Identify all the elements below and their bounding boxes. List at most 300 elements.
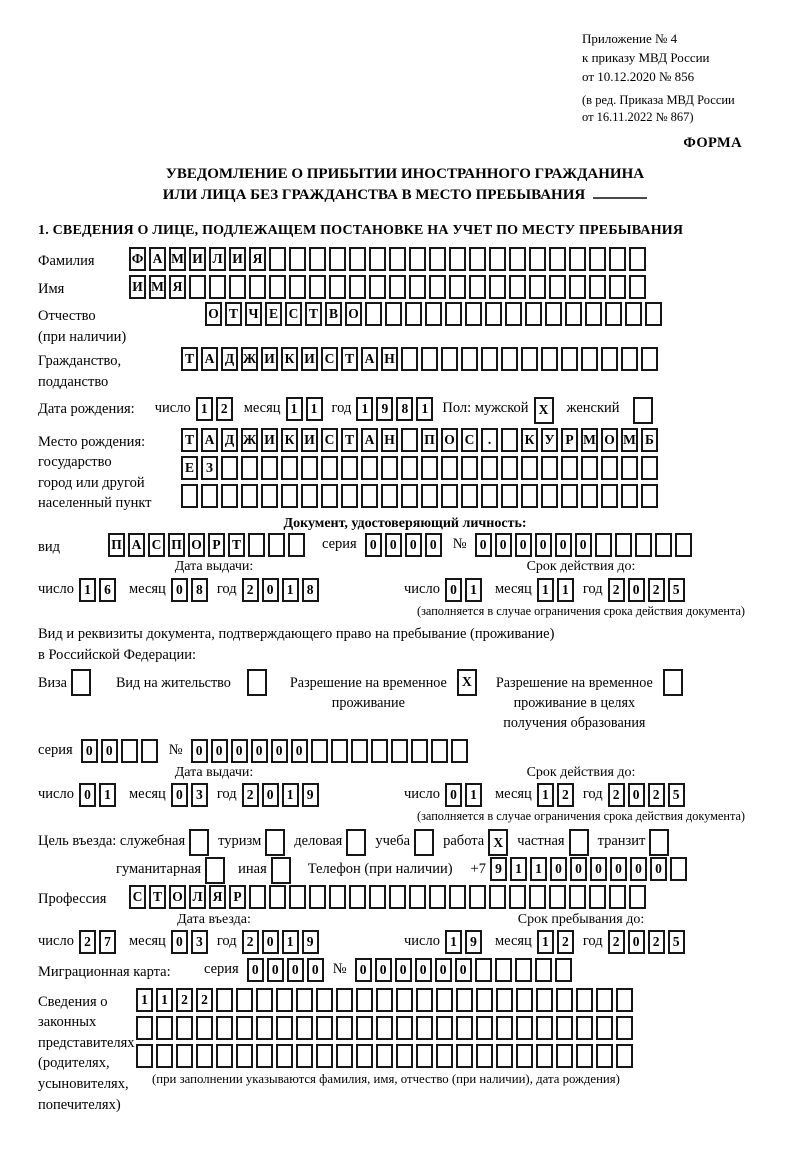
char-box[interactable] [336, 1016, 353, 1040]
char-box[interactable] [376, 1016, 393, 1040]
char-box[interactable] [361, 484, 378, 508]
char-box[interactable] [469, 247, 486, 271]
char-box[interactable] [176, 1044, 193, 1068]
char-box[interactable] [249, 885, 266, 909]
char-box[interactable] [576, 1044, 593, 1068]
char-box[interactable]: 2 [196, 988, 213, 1012]
char-box[interactable]: 0 [495, 533, 512, 557]
char-box[interactable]: 1 [156, 988, 173, 1012]
char-box[interactable] [288, 533, 305, 557]
char-box[interactable]: 2 [557, 930, 574, 954]
char-box[interactable] [201, 484, 218, 508]
char-box[interactable]: Ф [129, 247, 146, 271]
char-box[interactable]: А [149, 247, 166, 271]
char-box[interactable] [616, 1016, 633, 1040]
char-box[interactable] [449, 885, 466, 909]
char-box[interactable]: И [129, 275, 146, 299]
char-box[interactable] [289, 885, 306, 909]
char-box[interactable]: 2 [79, 930, 96, 954]
char-box[interactable] [569, 275, 586, 299]
char-box[interactable] [431, 739, 448, 763]
char-box[interactable]: П [421, 428, 438, 452]
char-box[interactable] [336, 988, 353, 1012]
char-box[interactable]: Т [341, 347, 358, 371]
purpose-tourism-checkbox[interactable] [265, 829, 285, 856]
char-box[interactable]: У [541, 428, 558, 452]
char-box[interactable] [481, 484, 498, 508]
char-box[interactable] [509, 275, 526, 299]
char-box[interactable]: 5 [668, 930, 685, 954]
female-checkbox[interactable] [633, 397, 653, 424]
char-box[interactable] [456, 1044, 473, 1068]
char-box[interactable]: О [601, 428, 618, 452]
char-box[interactable] [461, 347, 478, 371]
char-box[interactable]: Р [229, 885, 246, 909]
char-box[interactable]: 1 [416, 397, 433, 421]
char-box[interactable] [281, 484, 298, 508]
char-box[interactable] [541, 456, 558, 480]
char-box[interactable] [429, 247, 446, 271]
phone-digit-box[interactable]: 0 [610, 857, 627, 881]
char-box[interactable] [389, 247, 406, 271]
visa-checkbox[interactable] [71, 669, 91, 696]
char-box[interactable]: 1 [465, 783, 482, 807]
char-box[interactable]: 2 [242, 783, 259, 807]
char-box[interactable] [536, 1016, 553, 1040]
char-box[interactable] [248, 533, 265, 557]
char-box[interactable]: 1 [557, 578, 574, 602]
char-box[interactable] [569, 247, 586, 271]
char-box[interactable]: 1 [537, 783, 554, 807]
char-box[interactable]: И [301, 347, 318, 371]
char-box[interactable] [481, 456, 498, 480]
char-box[interactable] [609, 275, 626, 299]
char-box[interactable] [495, 958, 512, 982]
char-box[interactable]: 0 [307, 958, 324, 982]
char-box[interactable]: Ч [245, 302, 262, 326]
char-box[interactable] [496, 1044, 513, 1068]
char-box[interactable] [441, 456, 458, 480]
char-box[interactable]: 1 [196, 397, 213, 421]
char-box[interactable] [389, 885, 406, 909]
char-box[interactable] [236, 1016, 253, 1040]
char-box[interactable] [401, 347, 418, 371]
char-box[interactable] [596, 1044, 613, 1068]
char-box[interactable] [509, 885, 526, 909]
char-box[interactable]: Н [381, 428, 398, 452]
char-box[interactable]: О [205, 302, 222, 326]
char-box[interactable] [321, 456, 338, 480]
char-box[interactable] [576, 1016, 593, 1040]
phone-digit-box[interactable]: 9 [490, 857, 507, 881]
char-box[interactable] [501, 456, 518, 480]
char-box[interactable] [516, 1044, 533, 1068]
char-box[interactable] [581, 484, 598, 508]
char-box[interactable]: 5 [668, 578, 685, 602]
char-box[interactable]: 0 [287, 958, 304, 982]
char-box[interactable] [641, 456, 658, 480]
char-box[interactable]: Л [189, 885, 206, 909]
char-box[interactable] [329, 247, 346, 271]
char-box[interactable] [276, 1044, 293, 1068]
char-box[interactable] [276, 1016, 293, 1040]
char-box[interactable] [485, 302, 502, 326]
char-box[interactable] [421, 347, 438, 371]
char-box[interactable] [296, 1044, 313, 1068]
char-box[interactable] [268, 533, 285, 557]
char-box[interactable] [465, 302, 482, 326]
char-box[interactable]: 0 [171, 578, 188, 602]
char-box[interactable] [241, 456, 258, 480]
char-box[interactable]: 0 [445, 578, 462, 602]
char-box[interactable] [321, 484, 338, 508]
char-box[interactable]: Я [249, 247, 266, 271]
char-box[interactable] [629, 885, 646, 909]
char-box[interactable] [461, 456, 478, 480]
char-box[interactable] [261, 456, 278, 480]
char-box[interactable] [521, 456, 538, 480]
char-box[interactable] [281, 456, 298, 480]
char-box[interactable] [136, 1016, 153, 1040]
char-box[interactable]: 0 [101, 739, 118, 763]
char-box[interactable]: 1 [99, 783, 116, 807]
char-box[interactable] [376, 988, 393, 1012]
char-box[interactable]: Д [221, 347, 238, 371]
char-box[interactable] [309, 885, 326, 909]
char-box[interactable]: 1 [445, 930, 462, 954]
char-box[interactable]: 8 [191, 578, 208, 602]
char-box[interactable] [425, 302, 442, 326]
char-box[interactable] [156, 1016, 173, 1040]
char-box[interactable]: 2 [176, 988, 193, 1012]
char-box[interactable]: 2 [648, 930, 665, 954]
char-box[interactable] [476, 1044, 493, 1068]
char-box[interactable]: А [128, 533, 145, 557]
char-box[interactable] [501, 484, 518, 508]
char-box[interactable] [581, 347, 598, 371]
char-box[interactable]: Я [209, 885, 226, 909]
phone-digit-box[interactable]: 1 [530, 857, 547, 881]
char-box[interactable] [256, 988, 273, 1012]
char-box[interactable] [469, 275, 486, 299]
char-box[interactable]: 0 [81, 739, 98, 763]
char-box[interactable] [501, 428, 518, 452]
char-box[interactable] [461, 484, 478, 508]
char-box[interactable] [261, 484, 278, 508]
char-box[interactable]: 0 [515, 533, 532, 557]
char-box[interactable] [555, 958, 572, 982]
char-box[interactable]: 2 [648, 578, 665, 602]
char-box[interactable] [401, 484, 418, 508]
char-box[interactable] [229, 275, 246, 299]
char-box[interactable] [489, 275, 506, 299]
char-box[interactable] [521, 347, 538, 371]
char-box[interactable]: 0 [191, 739, 208, 763]
char-box[interactable]: 1 [465, 578, 482, 602]
char-box[interactable] [429, 275, 446, 299]
char-box[interactable] [421, 484, 438, 508]
char-box[interactable] [516, 988, 533, 1012]
char-box[interactable]: А [201, 347, 218, 371]
char-box[interactable] [381, 484, 398, 508]
char-box[interactable]: 1 [282, 930, 299, 954]
char-box[interactable] [341, 456, 358, 480]
char-box[interactable] [675, 533, 692, 557]
char-box[interactable] [351, 739, 368, 763]
char-box[interactable]: Р [208, 533, 225, 557]
char-box[interactable] [441, 347, 458, 371]
char-box[interactable] [589, 247, 606, 271]
char-box[interactable]: 1 [356, 397, 373, 421]
char-box[interactable] [341, 484, 358, 508]
char-box[interactable] [311, 739, 328, 763]
char-box[interactable] [269, 885, 286, 909]
char-box[interactable] [301, 484, 318, 508]
char-box[interactable] [556, 1044, 573, 1068]
char-box[interactable]: 2 [608, 578, 625, 602]
char-box[interactable] [601, 484, 618, 508]
char-box[interactable] [429, 885, 446, 909]
char-box[interactable]: Т [225, 302, 242, 326]
char-box[interactable]: 0 [79, 783, 96, 807]
char-box[interactable]: 0 [405, 533, 422, 557]
char-box[interactable] [509, 247, 526, 271]
char-box[interactable]: С [461, 428, 478, 452]
char-box[interactable]: С [129, 885, 146, 909]
char-box[interactable] [189, 275, 206, 299]
char-box[interactable]: 0 [395, 958, 412, 982]
char-box[interactable] [601, 347, 618, 371]
char-box[interactable] [309, 275, 326, 299]
char-box[interactable]: 1 [286, 397, 303, 421]
char-box[interactable] [329, 275, 346, 299]
char-box[interactable]: И [301, 428, 318, 452]
char-box[interactable]: Д [221, 428, 238, 452]
char-box[interactable] [561, 347, 578, 371]
char-box[interactable]: М [149, 275, 166, 299]
char-box[interactable] [529, 885, 546, 909]
char-box[interactable] [216, 1044, 233, 1068]
char-box[interactable]: Т [305, 302, 322, 326]
char-box[interactable]: 0 [251, 739, 268, 763]
char-box[interactable] [416, 1016, 433, 1040]
char-box[interactable] [629, 275, 646, 299]
char-box[interactable]: И [261, 428, 278, 452]
temp-residence-edu-checkbox[interactable] [663, 669, 683, 696]
char-box[interactable]: 0 [355, 958, 372, 982]
char-box[interactable]: О [345, 302, 362, 326]
purpose-official-checkbox[interactable] [189, 829, 209, 856]
char-box[interactable]: 0 [171, 930, 188, 954]
char-box[interactable]: 2 [608, 783, 625, 807]
char-box[interactable]: К [521, 428, 538, 452]
char-box[interactable]: М [581, 428, 598, 452]
purpose-business-checkbox[interactable] [346, 829, 366, 856]
char-box[interactable]: 0 [375, 958, 392, 982]
char-box[interactable] [629, 247, 646, 271]
char-box[interactable] [609, 885, 626, 909]
char-box[interactable]: Т [181, 347, 198, 371]
char-box[interactable] [505, 302, 522, 326]
char-box[interactable]: 1 [306, 397, 323, 421]
char-box[interactable] [356, 1016, 373, 1040]
char-box[interactable]: 9 [465, 930, 482, 954]
purpose-private-checkbox[interactable] [569, 829, 589, 856]
char-box[interactable] [289, 275, 306, 299]
char-box[interactable]: 0 [628, 578, 645, 602]
char-box[interactable] [371, 739, 388, 763]
char-box[interactable] [141, 739, 158, 763]
char-box[interactable]: П [168, 533, 185, 557]
char-box[interactable] [409, 885, 426, 909]
char-box[interactable] [635, 533, 652, 557]
char-box[interactable] [596, 988, 613, 1012]
char-box[interactable] [525, 302, 542, 326]
char-box[interactable]: 0 [435, 958, 452, 982]
char-box[interactable] [545, 302, 562, 326]
char-box[interactable]: И [189, 247, 206, 271]
char-box[interactable]: 0 [171, 783, 188, 807]
char-box[interactable]: 9 [376, 397, 393, 421]
char-box[interactable] [541, 347, 558, 371]
char-box[interactable]: 0 [425, 533, 442, 557]
char-box[interactable]: С [148, 533, 165, 557]
char-box[interactable] [216, 1016, 233, 1040]
char-box[interactable]: 1 [79, 578, 96, 602]
char-box[interactable]: 0 [415, 958, 432, 982]
char-box[interactable] [256, 1016, 273, 1040]
char-box[interactable] [409, 247, 426, 271]
char-box[interactable] [489, 247, 506, 271]
char-box[interactable] [589, 885, 606, 909]
char-box[interactable] [625, 302, 642, 326]
char-box[interactable] [176, 1016, 193, 1040]
char-box[interactable] [436, 988, 453, 1012]
char-box[interactable]: М [621, 428, 638, 452]
char-box[interactable]: В [325, 302, 342, 326]
char-box[interactable] [356, 988, 373, 1012]
char-box[interactable] [156, 1044, 173, 1068]
char-box[interactable]: О [188, 533, 205, 557]
temp-residence-checkbox[interactable]: X [457, 669, 477, 696]
char-box[interactable] [396, 1044, 413, 1068]
char-box[interactable]: 0 [535, 533, 552, 557]
char-box[interactable]: М [169, 247, 186, 271]
char-box[interactable]: Р [561, 428, 578, 452]
char-box[interactable] [561, 484, 578, 508]
char-box[interactable] [365, 302, 382, 326]
char-box[interactable] [289, 247, 306, 271]
char-box[interactable]: Т [341, 428, 358, 452]
char-box[interactable] [216, 988, 233, 1012]
char-box[interactable] [361, 456, 378, 480]
char-box[interactable] [456, 1016, 473, 1040]
char-box[interactable]: Ж [241, 347, 258, 371]
char-box[interactable] [316, 1044, 333, 1068]
char-box[interactable] [256, 1044, 273, 1068]
char-box[interactable] [596, 1016, 613, 1040]
char-box[interactable]: 0 [262, 783, 279, 807]
char-box[interactable] [136, 1044, 153, 1068]
char-box[interactable]: 6 [99, 578, 116, 602]
char-box[interactable] [621, 484, 638, 508]
char-box[interactable]: 0 [445, 783, 462, 807]
char-box[interactable] [469, 885, 486, 909]
char-box[interactable]: 8 [396, 397, 413, 421]
char-box[interactable] [349, 275, 366, 299]
char-box[interactable] [549, 247, 566, 271]
char-box[interactable] [549, 275, 566, 299]
char-box[interactable] [451, 739, 468, 763]
char-box[interactable] [449, 275, 466, 299]
char-box[interactable] [489, 885, 506, 909]
char-box[interactable]: 0 [247, 958, 264, 982]
char-box[interactable] [529, 247, 546, 271]
char-box[interactable] [521, 484, 538, 508]
char-box[interactable]: Т [228, 533, 245, 557]
char-box[interactable]: Т [149, 885, 166, 909]
char-box[interactable]: Т [181, 428, 198, 452]
char-box[interactable]: 0 [555, 533, 572, 557]
char-box[interactable]: 0 [628, 783, 645, 807]
char-box[interactable] [401, 428, 418, 452]
char-box[interactable] [276, 988, 293, 1012]
char-box[interactable] [645, 302, 662, 326]
char-box[interactable]: 3 [191, 930, 208, 954]
char-box[interactable] [541, 484, 558, 508]
char-box[interactable] [609, 247, 626, 271]
char-box[interactable]: О [441, 428, 458, 452]
char-box[interactable]: Б [641, 428, 658, 452]
char-box[interactable] [655, 533, 672, 557]
char-box[interactable]: 0 [455, 958, 472, 982]
char-box[interactable]: О [169, 885, 186, 909]
char-box[interactable] [536, 988, 553, 1012]
char-box[interactable]: Л [209, 247, 226, 271]
char-box[interactable] [436, 1016, 453, 1040]
char-box[interactable] [536, 1044, 553, 1068]
char-box[interactable]: 0 [262, 578, 279, 602]
char-box[interactable]: А [361, 347, 378, 371]
char-box[interactable] [445, 302, 462, 326]
char-box[interactable] [336, 1044, 353, 1068]
char-box[interactable]: 9 [302, 783, 319, 807]
char-box[interactable] [391, 739, 408, 763]
char-box[interactable]: А [361, 428, 378, 452]
char-box[interactable] [405, 302, 422, 326]
char-box[interactable] [376, 1044, 393, 1068]
char-box[interactable] [301, 456, 318, 480]
char-box[interactable]: И [229, 247, 246, 271]
char-box[interactable]: 0 [628, 930, 645, 954]
char-box[interactable]: С [321, 428, 338, 452]
phone-digit-box[interactable]: 1 [510, 857, 527, 881]
char-box[interactable] [569, 885, 586, 909]
char-box[interactable] [296, 1016, 313, 1040]
char-box[interactable]: 1 [136, 988, 153, 1012]
char-box[interactable] [641, 484, 658, 508]
char-box[interactable] [121, 739, 138, 763]
char-box[interactable] [396, 1016, 413, 1040]
char-box[interactable] [449, 247, 466, 271]
char-box[interactable] [501, 347, 518, 371]
char-box[interactable] [209, 275, 226, 299]
char-box[interactable] [616, 988, 633, 1012]
char-box[interactable] [556, 988, 573, 1012]
char-box[interactable] [496, 1016, 513, 1040]
char-box[interactable] [549, 885, 566, 909]
char-box[interactable] [331, 739, 348, 763]
